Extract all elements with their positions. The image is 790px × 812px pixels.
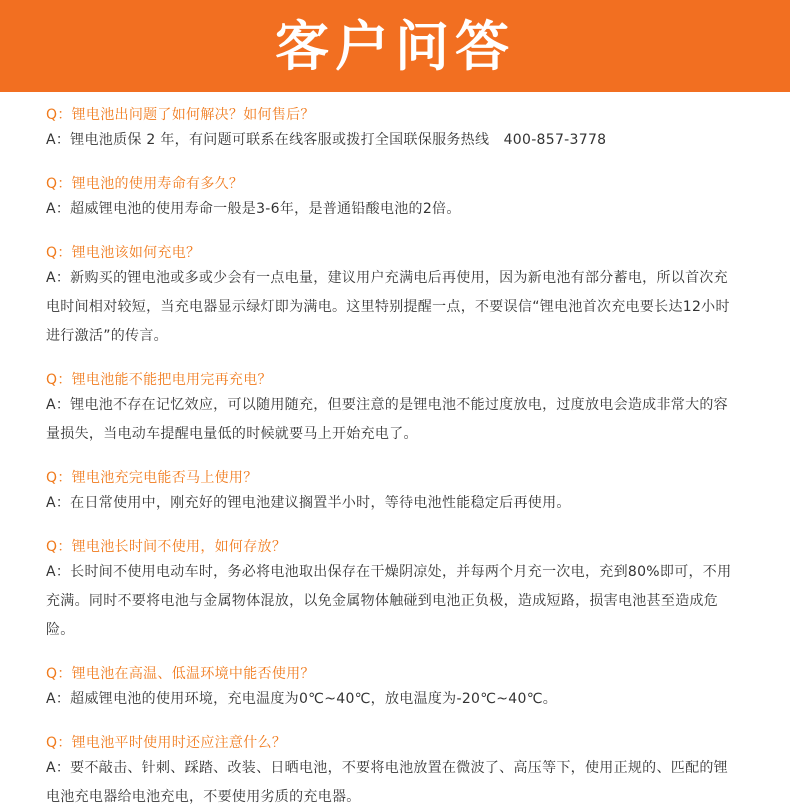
faq-question: Q：锂电池长时间不使用，如何存放？ — [46, 539, 287, 555]
faq-question: Q：锂电池能不能把电用完再充电？ — [46, 372, 272, 388]
faq-item — [46, 242, 736, 351]
faq-question: Q：锂电池的使用寿命有多久？ — [46, 176, 244, 192]
faq-answer: A：长时间不使用电动车时，务必将电池取出保存在干燥阴凉处，并每两个月充一次电，充到80%即可，不用充满。同时不要将电池与金属物体混放，以免金属物体触碰到电池正负极，造成短路，损害电池甚至造成危险。 — [46, 564, 732, 638]
faq-item — [46, 732, 736, 812]
faq-list — [0, 92, 736, 812]
faq-question: Q：锂电池平时使用时还应注意什么？ — [46, 735, 287, 751]
faq-answer: A：新购买的锂电池或多或少会有一点电量，建议用户充满电后再使用，因为新电池有部分蓄电，所以首次充电时间相对较短，当充电器显示绿灯即为满电。这里特别提醒一点，不要误信“锂电池首次充电要长达12小时进行激活”的传言。 — [46, 270, 730, 344]
faq-answer: A：锂电池不存在记忆效应，可以随用随充，但要注意的是锂电池不能过度放电，过度放电会造成非常大的容量损失，当电动车提醒电量低的时候就要马上开始充电了。 — [46, 397, 728, 442]
faq-item — [46, 536, 736, 645]
faq-question: Q：锂电池充完电能否马上使用？ — [46, 470, 258, 486]
faq-item — [46, 369, 736, 449]
faq-question: Q：锂电池出问题了如何解决？如何售后？ — [46, 107, 315, 123]
page-title: 客户问答 — [275, 15, 515, 78]
faq-question: Q：锂电池该如何充电？ — [46, 245, 201, 261]
faq-item — [46, 663, 736, 714]
faq-answer: A：超威锂电池的使用寿命一般是3-6年，是普通铅酸电池的2倍。 — [46, 201, 461, 217]
header-banner — [0, 0, 790, 92]
faq-item — [46, 104, 736, 155]
faq-answer: A：超威锂电池的使用环境，充电温度为0℃~40℃，放电温度为-20℃~40℃。 — [46, 691, 558, 707]
faq-answer: A：要不敲击、针刺、踩踏、改装、日晒电池，不要将电池放置在微波了、高压等下，使用正规的、匹配的锂电池充电器给电池充电，不要使用劣质的充电器。 — [46, 760, 728, 805]
faq-item — [46, 467, 736, 518]
faq-item — [46, 173, 736, 224]
faq-question: Q：锂电池在高温、低温环境中能否使用？ — [46, 666, 315, 682]
faq-answer: A：锂电池质保 2 年，有问题可联系在线客服或拨打全国联保服务热线 400-857-3778 — [46, 132, 607, 148]
faq-answer: A：在日常使用中，刚充好的锂电池建议搁置半小时，等待电池性能稳定后再使用。 — [46, 495, 571, 511]
